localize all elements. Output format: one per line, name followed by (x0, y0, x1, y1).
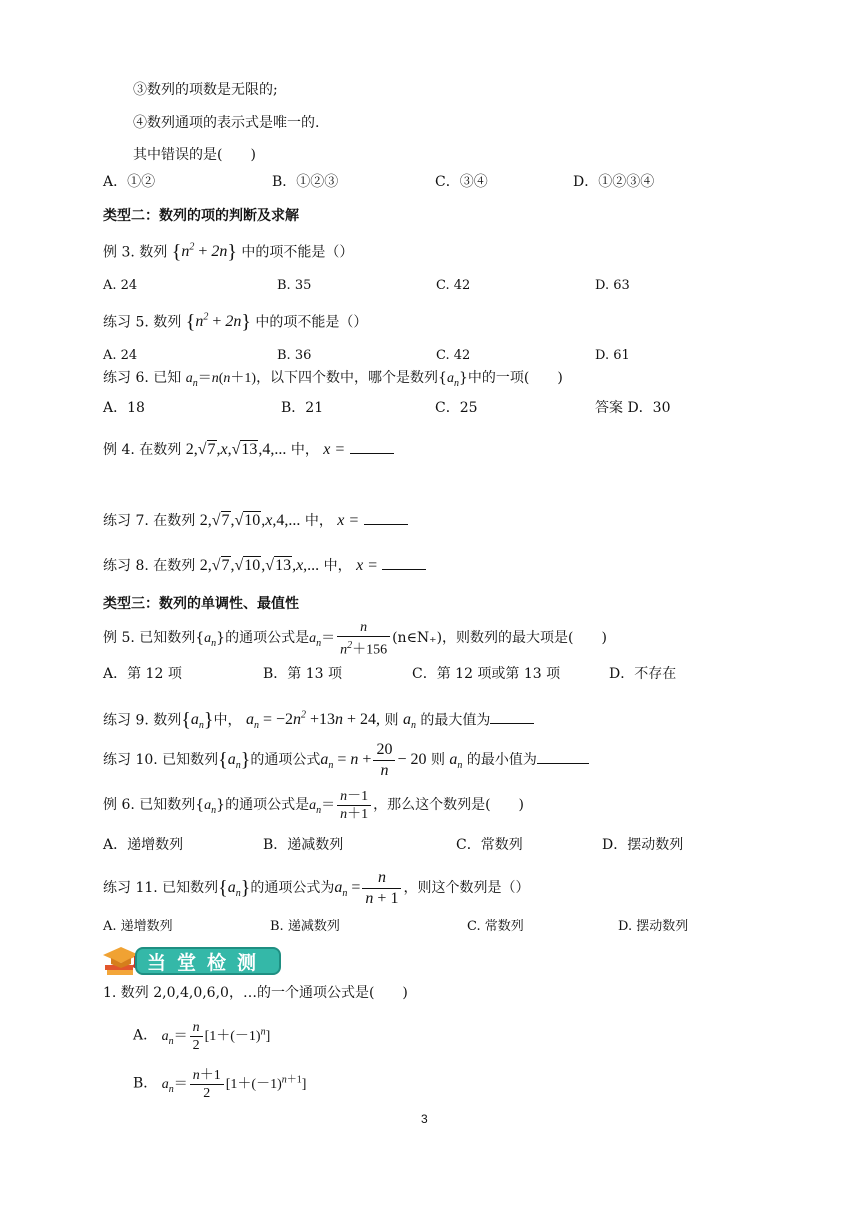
example-3-option-b: B. 35 (277, 278, 312, 293)
practice-10-suffix: 的最小值为 (466, 752, 537, 768)
example-4-eq: x = (323, 441, 346, 458)
section-heading-type3: 类型三：数列的单调性、最值性 (103, 596, 299, 612)
example-4-prefix: 例 4. 在数列 (103, 442, 182, 458)
section-heading-type2: 类型二：数列的项的判断及求解 (103, 208, 299, 224)
practice-9-then: 则 (384, 712, 399, 729)
practice-11-mid: 的通项公式为 (250, 880, 335, 896)
practice-5-option-b: B. 36 (277, 348, 312, 363)
example-5-option-a: A．第 12 项 (103, 666, 182, 682)
practice-5-option-d: D. 61 (595, 348, 630, 363)
practice-6-prefix: 练习 6. 已知 (103, 370, 182, 386)
example-5-term: $a_n$ (204, 631, 217, 649)
option-d: D．①②③④ (573, 174, 655, 190)
example-6-formula: $a_n=$ $\frac{n-1}{n+1}$ (309, 798, 373, 813)
practice-6 (103, 368, 563, 394)
example-3-option-c: C. 42 (436, 278, 471, 293)
practice-5-option-a: A. 24 (103, 348, 138, 363)
example-3-suffix: 中的项不能是（） (241, 244, 354, 261)
practice-6-option-b: B．21 (281, 400, 324, 416)
option-b: B．①②③ (272, 174, 339, 190)
example-5-option-c: C．第 12 项或第 13 项 (412, 666, 561, 682)
example-4-blank (350, 453, 394, 454)
example-6-mid: }的通项公式是 (216, 797, 310, 813)
practice-10-term: $a_n$ (449, 751, 463, 772)
practice-11-prefix: 练习 11. 已知数列 (103, 880, 219, 896)
example-5-option-d: D．不存在 (609, 666, 677, 682)
test-option-b (133, 1060, 306, 1109)
badge-label: 当堂检测 (147, 952, 268, 974)
practice-6-option-c: C．25 (435, 400, 478, 416)
example-3-formula: $\{n^2 + 2n\}$ (171, 241, 237, 264)
practice-5-option-c: C. 42 (436, 348, 471, 363)
example-5-cond: (n∈N₊)，则数列的最大项是( ) (392, 630, 607, 646)
example-4 (103, 440, 394, 460)
test-option-b-label: B． (133, 1075, 158, 1092)
practice-7-blank (364, 524, 408, 525)
test-option-a (133, 1012, 270, 1061)
question-text: 其中错误的是( ) (133, 147, 256, 163)
practice-8-blank (382, 569, 426, 570)
practice-8-eq: x = (356, 557, 378, 574)
test-option-a-label: A． (133, 1027, 158, 1044)
example-4-mid: 中， (290, 442, 319, 458)
practice-6-middle: ，以下四个数中，哪个是数列{ (256, 370, 447, 386)
practice-6-suffix: }中的一项( ) (458, 370, 563, 386)
example-5-option-b: B．第 13 项 (263, 666, 343, 682)
practice-10 (103, 738, 589, 788)
practice-6-option-d: 答案 D．30 (595, 400, 671, 416)
example-6-option-c: C．常数列 (456, 837, 523, 853)
test-option-a-formula: $a_n=$ $\frac{n}{2}$ $[1+(-1)^n]$ (161, 1019, 271, 1053)
example-3 (103, 238, 353, 262)
practice-5 (103, 308, 367, 332)
practice-9-mid: 中， (213, 712, 242, 729)
practice-7 (103, 511, 408, 531)
practice-9-seq: $\{a_n\}$ (181, 709, 214, 732)
practice-9 (103, 706, 534, 737)
example-3-prefix: 例 3. 数列 (103, 244, 168, 261)
practice-7-mid: 中， (304, 513, 333, 529)
practice-8 (103, 556, 426, 576)
example-6-prefix: 例 6. 已知数列{ (103, 797, 205, 813)
example-6-option-d: D．摆动数列 (602, 837, 684, 853)
practice-10-seq: $\{a_n\}$ (218, 749, 251, 772)
practice-5-formula: $\{n^2 + 2n\}$ (185, 311, 251, 334)
practice-11 (103, 866, 529, 916)
practice-8-mid: 中， (323, 558, 352, 574)
practice-8-prefix: 练习 8. 在数列 (103, 558, 196, 574)
practice-6-term: $a_n$ (446, 371, 459, 389)
page-number: 3 (421, 1112, 428, 1126)
practice-10-formula: $a_n = n$ + $\frac{20}{n}$ − 20 (320, 740, 427, 779)
practice-10-blank (537, 763, 589, 764)
example-6 (103, 785, 524, 831)
practice-11-formula: $a_n$ = $\frac{n}{n + 1}$ (334, 879, 403, 896)
statement-4: ④数列通项的表示式是唯一的. (133, 115, 320, 131)
practice-9-suffix: 的最大值为 (420, 712, 491, 729)
test-question-1: 1. 数列 2,0,4,0,6,0，…的一个通项公式是( ) (103, 985, 408, 1001)
example-3-option-a: A. 24 (103, 278, 138, 293)
example-6-suffix: ，那么这个数列是( ) (373, 797, 525, 813)
example-4-sequence: 2,√7,x,√13,4,... (185, 441, 287, 458)
practice-11-seq: $\{a_n\}$ (218, 877, 251, 900)
practice-7-prefix: 练习 7. 在数列 (103, 513, 196, 529)
practice-9-blank (490, 723, 534, 724)
in-class-test-badge (103, 945, 281, 975)
practice-8-sequence: 2,√7,√10,√13,x,... (199, 557, 320, 574)
practice-11-suffix: ，则这个数列是（） (403, 880, 530, 896)
practice-6-formula: $a_n=n(n+1)$ (185, 371, 257, 389)
example-6-option-a: A．递增数列 (103, 837, 184, 853)
example-5-prefix: 例 5. 已知数列{ (103, 630, 205, 646)
practice-7-eq: x = (337, 512, 360, 529)
practice-7-sequence: 2,√7,√10,x,4,... (199, 512, 301, 529)
practice-5-suffix: 中的项不能是（） (255, 314, 368, 331)
practice-6-option-a: A．18 (103, 400, 145, 416)
option-c: C．③④ (435, 174, 488, 190)
practice-11-option-b: B. 递减数列 (270, 919, 340, 934)
practice-11-option-a: A. 递增数列 (103, 919, 173, 934)
practice-10-prefix: 练习 10. 已知数列 (103, 752, 219, 768)
practice-11-option-d: D. 摆动数列 (618, 919, 689, 934)
test-option-b-formula: $a_n=$ $\frac{n+1}{2}$ $[1+(-1)^{n+1}]$ (161, 1067, 307, 1101)
practice-10-mid: 的通项公式 (250, 752, 321, 768)
example-5 (103, 618, 607, 664)
example-3-option-d: D. 63 (595, 278, 630, 293)
practice-11-option-c: C. 常数列 (467, 919, 524, 934)
example-5-formula: $a_n=$ $\frac{n}{n^2+156}$ (309, 631, 392, 646)
example-6-term: $a_n$ (204, 798, 217, 816)
practice-9-formula: $a_n = -2n^2 +13n + 24$, (245, 710, 381, 732)
practice-9-prefix: 练习 9. 数列 (103, 712, 182, 729)
practice-5-prefix: 练习 5. 数列 (103, 314, 182, 331)
practice-10-then: 则 (430, 752, 445, 768)
example-6-option-b: B．递减数列 (263, 837, 344, 853)
practice-9-term: $a_n$ (402, 711, 416, 732)
statement-3: ③数列的项数是无限的; (133, 82, 278, 98)
example-5-mid: }的通项公式是 (216, 630, 310, 646)
option-a: A．①② (103, 174, 156, 190)
